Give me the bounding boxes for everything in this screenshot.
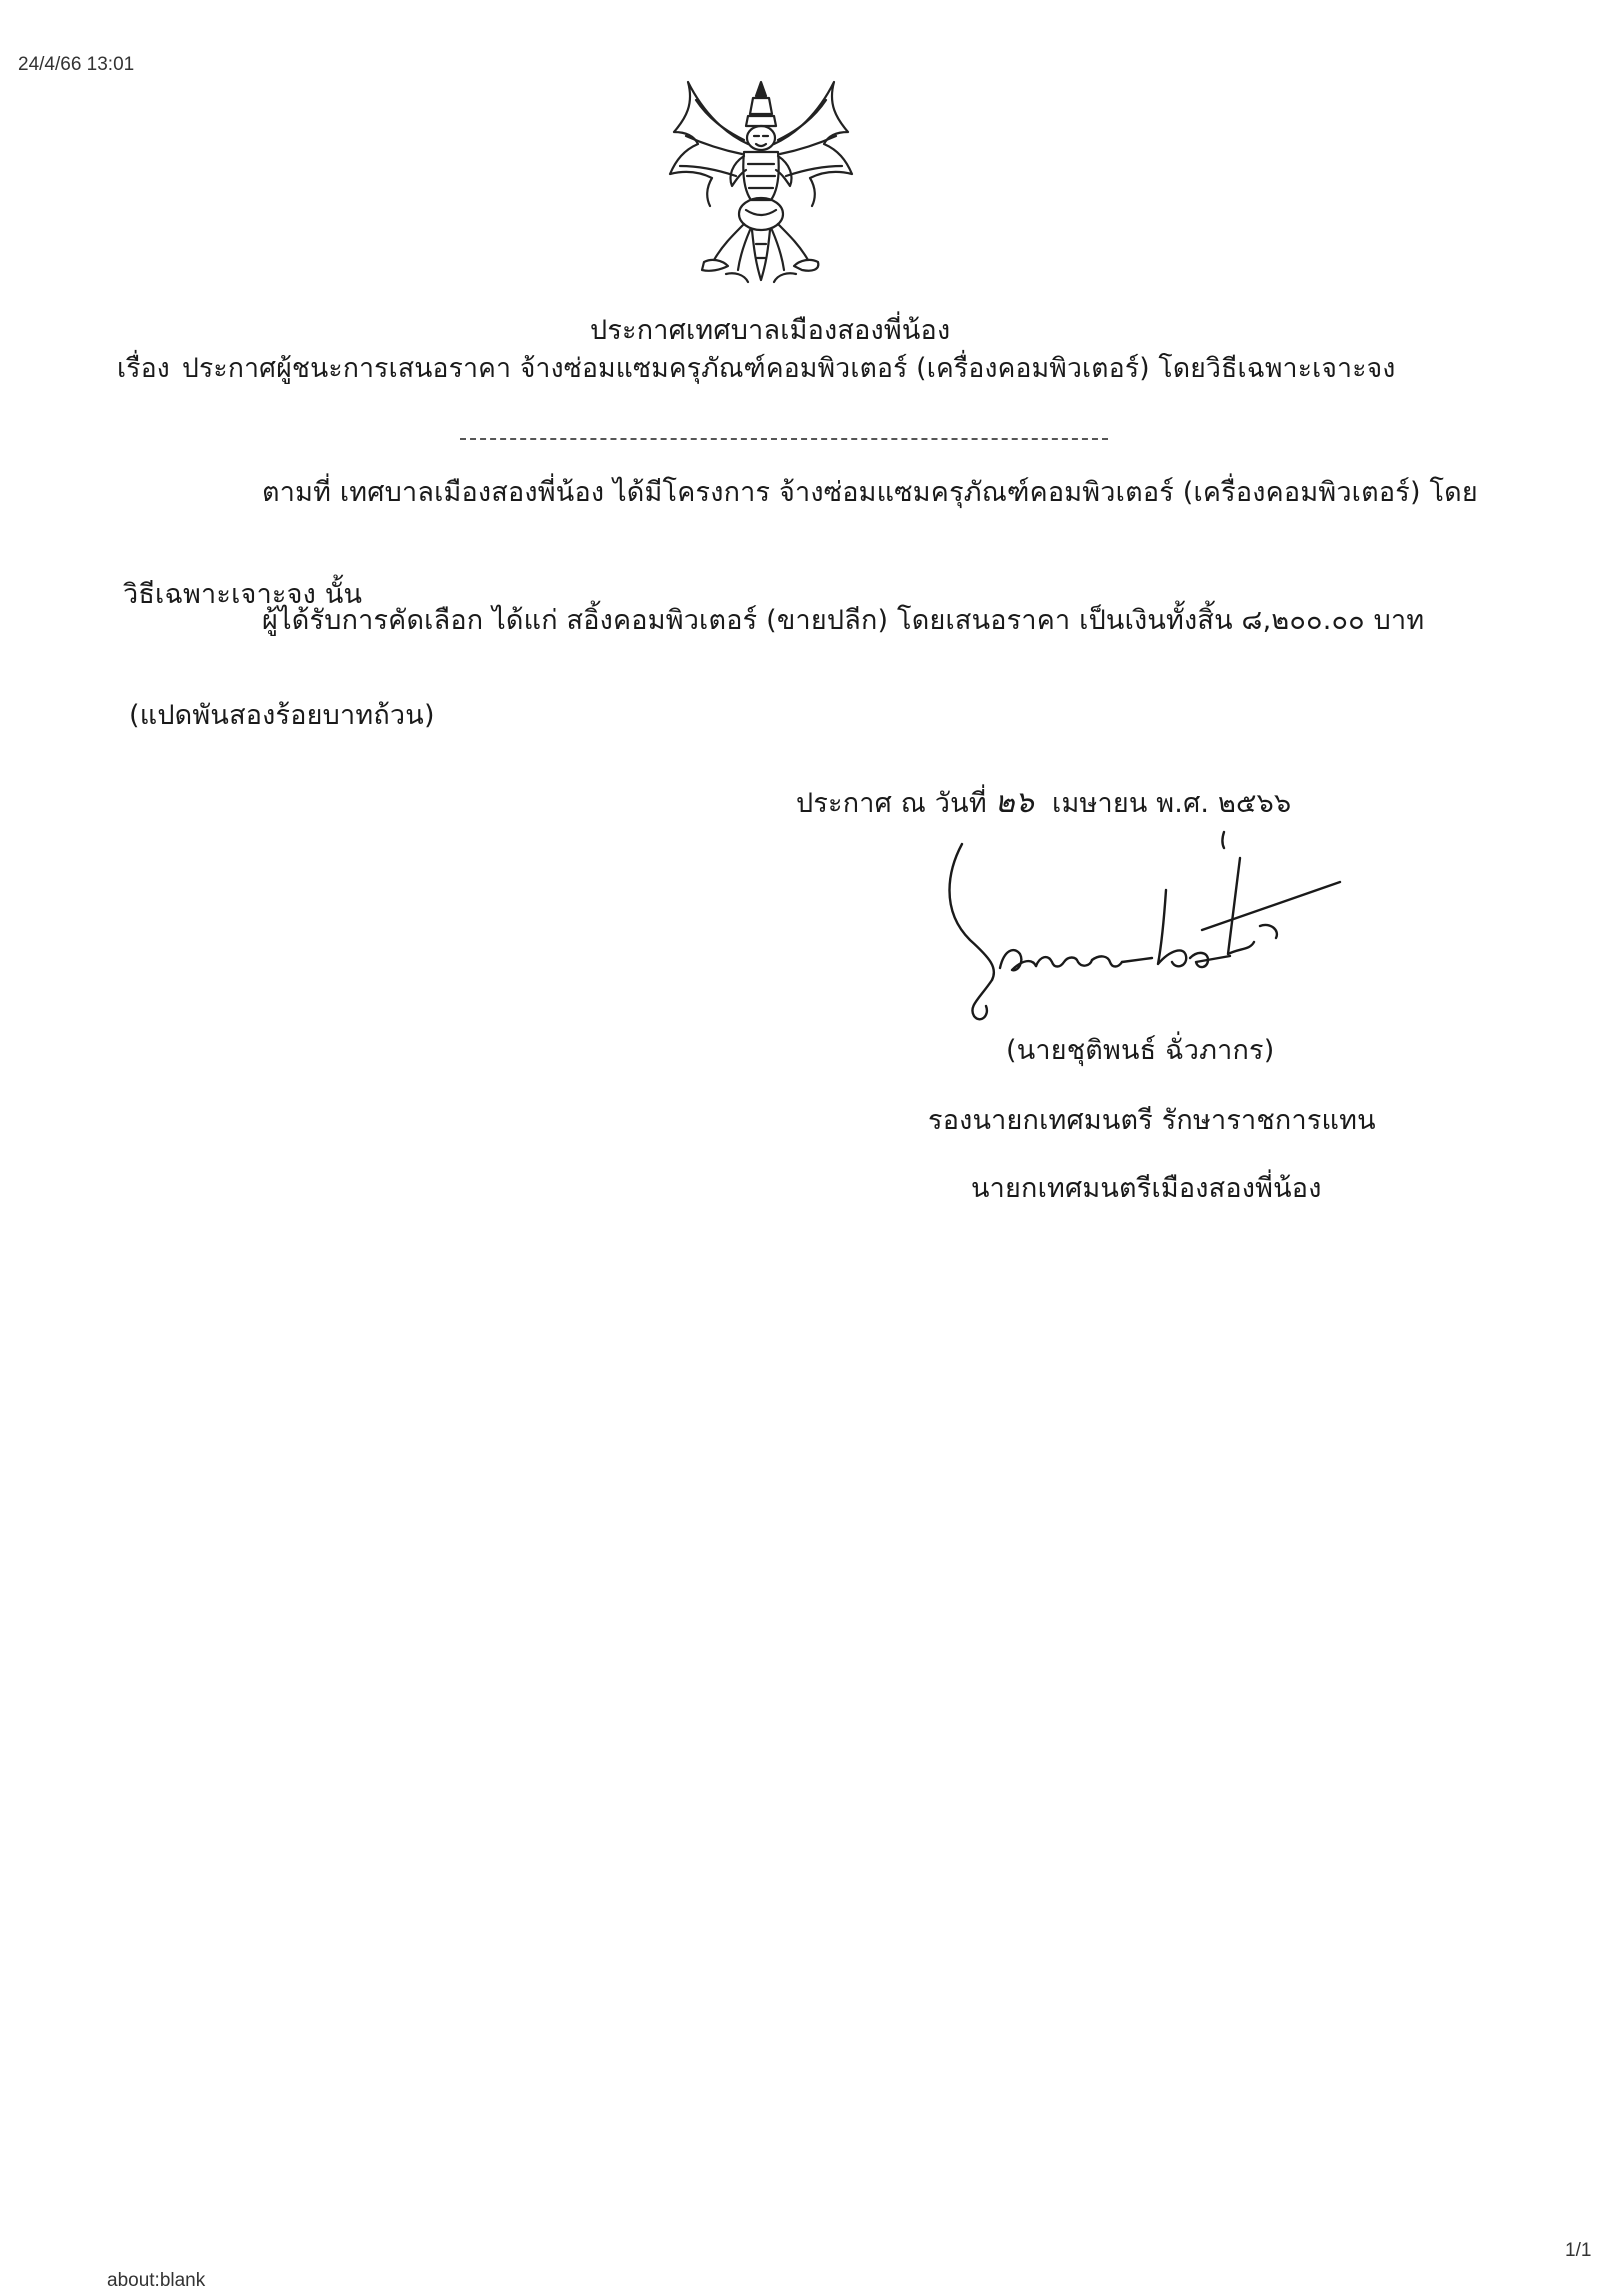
paragraph1-line1: ตามที่ เทศบาลเมืองสองพี่น้อง ได้มีโครงการ จ้างซ่อมแซมครุภัณฑ์คอมพิวเตอร์ (เครื่องคอมพิวเตอร์) โดย [262, 477, 1478, 508]
subject-label: เรื่อง [117, 353, 170, 384]
paragraph2-line2: (แปดพันสองร้อยบาทถ้วน) [129, 700, 435, 731]
document-subject-line [117, 352, 1396, 386]
announcement-date [796, 786, 1291, 821]
paragraph1-line2: วิธีเฉพาะเจาะจง นั้น [123, 579, 363, 610]
date-day-handwritten: ๒๖ [994, 785, 1035, 820]
garuda-emblem-icon [656, 74, 866, 294]
document-title: ประกาศเทศบาลเมืองสองพี่น้อง [590, 315, 951, 346]
date-prefix: ประกาศ ณ วันที่ [796, 788, 987, 819]
paragraph2-line1: ผู้ได้รับการคัดเลือก ได้แก่ สอิ้งคอมพิวเตอร์ (ขายปลีก) โดยเสนอราคา เป็นเงินทั้งสิ้น ๘,๒๐๐.๐๐ บาท [262, 605, 1425, 636]
print-page-number: 1/1 [1565, 2240, 1592, 2261]
document-subject: ประกาศผู้ชนะการเสนอราคา จ้างซ่อมแซมครุภัณฑ์คอมพิวเตอร์ (เครื่องคอมพิวเตอร์) โดยวิธีเฉพาะเจาะจง [181, 353, 1396, 384]
handwritten-signature [940, 830, 1360, 1030]
date-suffix: เมษายน พ.ศ. ๒๕๖๖ [1052, 788, 1292, 819]
print-url: about:blank [107, 2270, 206, 2291]
dashed-divider [460, 438, 1108, 440]
signer-position-line2: นายกเทศมนตรีเมืองสองพี่น้อง [971, 1173, 1322, 1204]
print-datetime: 24/4/66 13:01 [18, 54, 135, 75]
signer-name: (นายชุติพนธ์ ฉั่วภากร) [1006, 1035, 1275, 1066]
signer-position-line1: รองนายกเทศมนตรี รักษาราชการแทน [928, 1105, 1376, 1136]
